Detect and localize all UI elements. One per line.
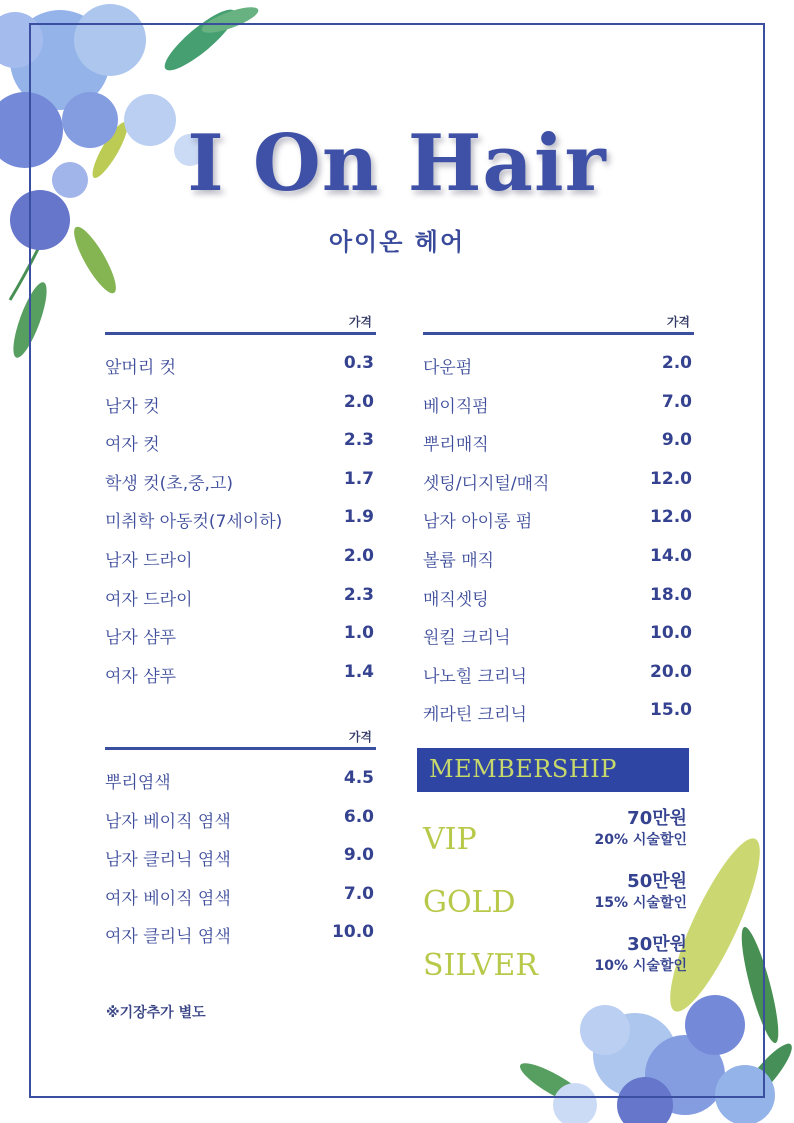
item-name: 여자 클리닉 염색 <box>105 927 231 948</box>
item-name: 남자 드라이 <box>105 550 193 571</box>
shop-subtitle: 아이온 헤어 <box>328 228 466 256</box>
item-name: 남자 샴푸 <box>105 628 177 649</box>
tier-name: SILVER <box>423 948 538 983</box>
list-item <box>423 459 694 498</box>
item-name: 여자 드라이 <box>105 589 193 610</box>
length-surcharge-note: ※기장추가 별도 <box>106 1005 206 1021</box>
color-price-header: 가격 <box>348 730 372 744</box>
item-price: 2.3 <box>343 430 374 451</box>
list-item <box>105 912 376 951</box>
perm-price-list <box>423 305 694 729</box>
item-name: 남자 컷 <box>105 396 160 417</box>
list-item <box>423 382 694 421</box>
item-name: 셋팅/디지털/매직 <box>423 473 550 494</box>
item-name: 여자 베이직 염색 <box>105 888 231 909</box>
list-item <box>423 343 694 382</box>
item-price: 7.0 <box>343 883 374 904</box>
tier-name: GOLD <box>423 885 516 920</box>
item-name: 여자 컷 <box>105 435 160 456</box>
item-price: 2.3 <box>343 584 374 605</box>
item-name: 남자 아이롱 펌 <box>423 512 533 533</box>
item-price: 9.0 <box>661 430 692 451</box>
item-price: 2.0 <box>343 545 374 566</box>
list-item <box>423 497 694 536</box>
item-price: 18.0 <box>650 584 692 605</box>
list-item <box>423 575 694 614</box>
item-price: 6.0 <box>343 806 374 827</box>
list-item <box>423 613 694 652</box>
perm-header <box>423 305 694 335</box>
list-item <box>105 652 376 691</box>
item-price: 12.0 <box>650 507 692 528</box>
membership-tier <box>417 865 689 928</box>
item-name: 미취학 아동컷(7세이하) <box>105 512 283 533</box>
item-name: 볼륨 매직 <box>423 550 495 571</box>
item-name: 여자 샴푸 <box>105 666 177 687</box>
item-name: 뿌리염색 <box>105 773 171 793</box>
tier-discount: 20% 시술할인 <box>594 832 687 848</box>
list-item <box>423 536 694 575</box>
item-name: 남자 클리닉 염색 <box>105 850 231 871</box>
item-price: 1.9 <box>343 507 374 528</box>
item-name: 뿌리매직 <box>423 435 489 456</box>
list-item <box>423 420 694 459</box>
membership-tier <box>417 928 689 991</box>
perm-price-header: 가격 <box>666 315 690 329</box>
list-item <box>105 835 376 874</box>
item-price: 2.0 <box>661 353 692 373</box>
item-name: 나노힐 크리닉 <box>423 666 527 687</box>
item-name: 남자 베이직 염색 <box>105 811 231 832</box>
list-item <box>105 797 376 836</box>
list-item <box>105 420 376 459</box>
list-item <box>105 613 376 652</box>
list-item <box>105 874 376 913</box>
item-name: 매직셋팅 <box>423 589 489 610</box>
item-price: 1.0 <box>343 623 374 644</box>
list-item <box>423 690 694 729</box>
tier-discount: 15% 시술할인 <box>594 895 687 911</box>
tier-price: 70만원 <box>627 808 687 829</box>
item-price: 10.0 <box>332 922 374 943</box>
membership-panel <box>417 748 689 991</box>
item-name: 다운펌 <box>423 358 473 378</box>
item-price: 14.0 <box>650 545 692 566</box>
item-name: 앞머리 컷 <box>105 358 177 378</box>
item-price: 20.0 <box>650 661 692 682</box>
color-header <box>105 720 376 750</box>
item-price: 4.5 <box>343 768 374 788</box>
membership-tier <box>417 802 689 865</box>
list-item <box>105 758 376 797</box>
list-item <box>105 497 376 536</box>
list-item <box>105 343 376 382</box>
item-price: 15.0 <box>650 700 692 721</box>
list-item <box>105 575 376 614</box>
item-name: 학생 컷(초,중,고) <box>105 473 234 494</box>
cut-price-header: 가격 <box>348 315 372 329</box>
item-price: 12.0 <box>650 468 692 489</box>
item-price: 0.3 <box>343 353 374 373</box>
cut-price-list <box>105 305 376 690</box>
list-item <box>105 536 376 575</box>
item-price: 2.0 <box>343 391 374 412</box>
item-name: 원킬 크리닉 <box>423 628 511 649</box>
item-price: 1.4 <box>343 661 374 682</box>
item-price: 9.0 <box>343 845 374 866</box>
tier-price: 30만원 <box>627 934 687 955</box>
list-item <box>105 459 376 498</box>
list-item <box>423 652 694 691</box>
shop-title: I On Hair <box>187 118 607 209</box>
list-item <box>105 382 376 421</box>
membership-header: MEMBERSHIP <box>417 748 689 792</box>
tier-name: VIP <box>423 822 477 857</box>
item-price: 1.7 <box>343 468 374 489</box>
tier-discount: 10% 시술할인 <box>594 958 687 974</box>
color-price-list <box>105 720 376 951</box>
cut-header <box>105 305 376 335</box>
item-price: 7.0 <box>661 391 692 412</box>
item-name: 베이직펌 <box>423 396 489 417</box>
tier-price: 50만원 <box>627 871 687 892</box>
item-name: 케라틴 크리닉 <box>423 705 527 726</box>
item-price: 10.0 <box>650 623 692 644</box>
